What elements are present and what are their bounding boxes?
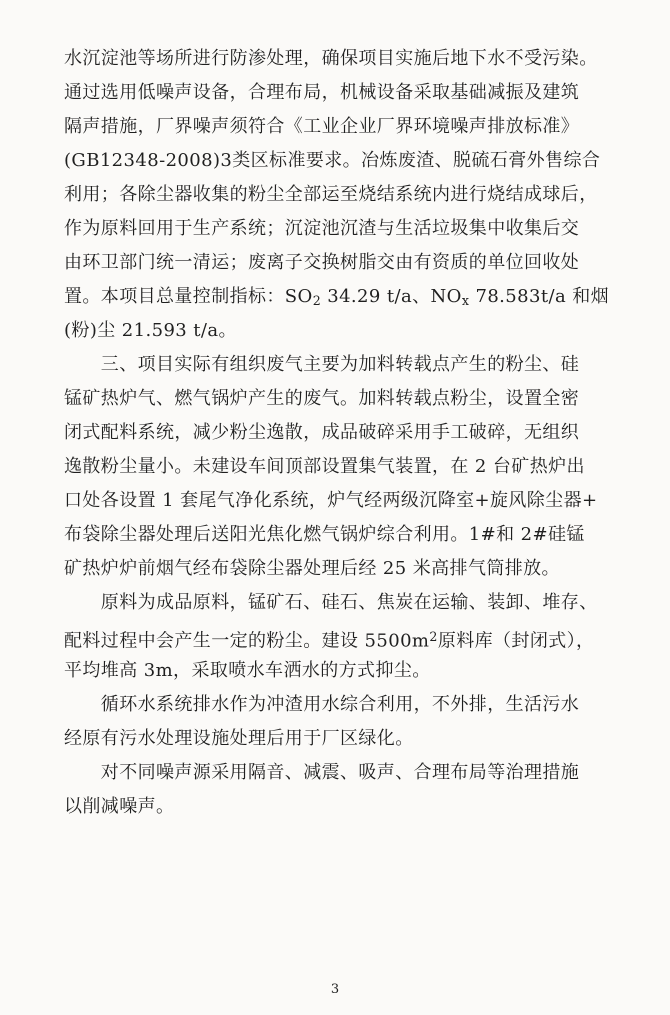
text-line: 锰矿热炉气、燃气锅炉产生的废气。加料转载点粉尘，设置全密 [64,388,580,409]
document-body [64,42,609,824]
text-line: 闭式配料系统，减少粉尘逸散，成品破碎采用手工破碎，无组织 [64,422,580,443]
emissions-prefix: 置。本项目总量控制指标：SO [64,286,313,307]
text-line: 经原有污水处理设施处理后用于厂区绿化。 [64,728,414,749]
text-line: 由环卫部门统一清运；废离子交换树脂交由有资质的单位回收处 [64,252,580,273]
paragraph-5 [64,756,609,824]
text-line: 原料为成品原料，锰矿石、硅石、焦炭在运输、装卸、堆存、 [64,592,598,613]
text-line: (GB12348-2008)3类区标准要求。冶炼废渣、脱硫石膏外售综合 [64,150,601,171]
page-number: 3 [330,982,340,997]
text-line: 利用；各除尘器收集的粉尘全部运至烧结系统内进行烧结成球后， [64,184,598,205]
nox-subscript: x [461,293,470,309]
text-line: 作为原料回用于生产系统；沉淀池沉渣与生活垃圾集中收集后交 [64,218,580,239]
square-superscript: 2 [429,629,438,644]
text-line: 通过选用低噪声设备，合理布局，机械设备采取基础减振及建筑 [64,82,580,103]
paragraph-4 [64,688,609,756]
emissions-tail: 78.583t/a 和烟 [469,286,609,307]
area-prefix: 配料过程中会产生一定的粉尘。建设 5500m [64,630,430,652]
emissions-mid: 34.29 t/a、NO [321,286,462,307]
text-line-area [64,620,609,654]
text-line: 对不同噪声源采用隔音、减震、吸声、合理布局等治理措施 [64,762,580,783]
text-line: 布袋除尘器处理后送阳光焦化燃气锅炉综合利用。1#和 2#硅锰 [64,524,585,545]
paragraph-2 [64,348,609,586]
text-line: 三、项目实际有组织废气主要为加料转载点产生的粉尘、硅 [64,354,580,375]
area-tail: 原料库（封闭式）， [437,630,595,652]
text-line: 口处各设置 1 套尾气净化系统，炉气经两级沉降室+旋风除尘器+ [64,490,598,511]
text-line: 水沉淀池等场所进行防渗处理，确保项目实施后地下水不受污染。 [64,48,598,69]
text-line: 矿热炉炉前烟气经布袋除尘器处理后经 25 米高排气筒排放。 [64,558,560,579]
paragraph-1 [64,42,609,348]
text-line-emissions [64,280,609,314]
text-line: (粉)尘 21.593 t/a。 [64,320,237,341]
text-line: 循环水系统排水作为冲渣用水综合利用，不外排，生活污水 [64,694,580,715]
paragraph-3 [64,586,609,688]
text-line: 逸散粉尘量小。未建设车间顶部设置集气装置，在 2 台矿热炉出 [64,456,585,477]
so2-subscript: 2 [312,293,322,309]
text-line: 隔声措施，厂界噪声须符合《工业企业厂界环境噪声排放标准》 [64,116,580,137]
text-line: 以削减噪声。 [64,796,175,817]
text-line: 平均堆高 3m，采取喷水车洒水的方式抑尘。 [64,660,431,681]
